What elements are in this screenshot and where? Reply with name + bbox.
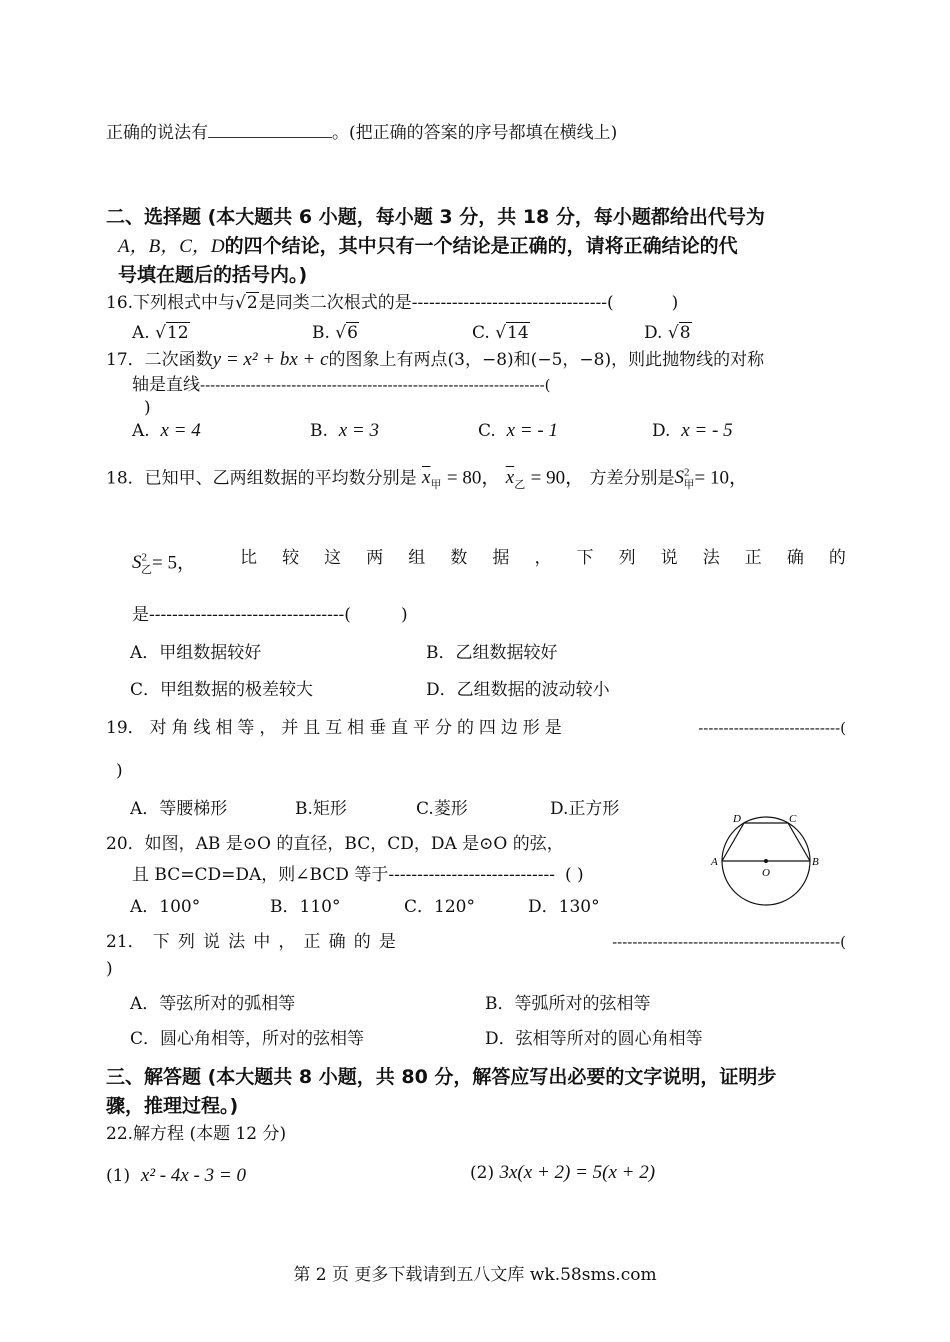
justified-char: 中 [253, 932, 271, 952]
fill-in-suffix: 。(把正确的答案的序号都填在横线上) [332, 123, 618, 143]
question-19-stem [106, 717, 846, 739]
q18-line3-text: 是 [132, 605, 149, 625]
justified-char: 直 [391, 718, 409, 738]
q20-dashes: ----------------------------- [388, 865, 555, 885]
section-2-heading-line2 [118, 235, 738, 258]
q17-stem-a: 17．二次函数 [106, 350, 213, 370]
q19-option-c[interactable]: C.菱形 [416, 799, 468, 819]
justified-char: 的 [353, 932, 371, 952]
label-c: C [789, 813, 797, 825]
mean-yi: $\overline{x}_乙$ [505, 467, 526, 492]
justified-char: ， [534, 548, 552, 568]
q16-option-c[interactable]: C. √14 [472, 323, 529, 343]
page-footer: 第 2 页 更多下载请到五八文库 wk.58sms.com [293, 1265, 657, 1285]
section-2-heading-line3: 号填在题后的括号内。) [118, 264, 308, 286]
q16-paren-close: ) [671, 293, 679, 313]
justified-char: 等 [237, 718, 255, 738]
label-d: D [733, 813, 741, 825]
question-21-line2: ) [106, 959, 113, 979]
section-2-heading-line2-text: 的四个结论，其中只有一个结论是正确的，请将正确结论的代 [224, 235, 738, 257]
section-2-heading-line1: 二、选择题 (本大题共 6 小题，每小题 3 分，共 18 分，每小题都给出代号为 [106, 206, 765, 228]
option-letters: A，B，C，D [118, 236, 225, 257]
fill-in-prefix: 正确的说法有 [106, 123, 208, 143]
justified-char: 形 [522, 718, 540, 738]
q18-option-d[interactable]: D．乙组数据的波动较小 [426, 680, 610, 700]
q17-option-b[interactable]: B. x = 3 [310, 420, 379, 441]
justified-char: 是 [544, 718, 562, 738]
chords-adcb [722, 823, 810, 861]
justified-char: ， [278, 932, 296, 952]
q18-paren-close: ) [400, 605, 408, 625]
label-a: A [711, 856, 718, 868]
question-19-line2: ) [116, 761, 123, 781]
q18-stem: 18．已知甲、乙两组数据的平均数分别是 [106, 468, 417, 489]
q19-stem-text [106, 717, 562, 739]
q19-option-b[interactable]: B.矩形 [295, 799, 347, 819]
justified-char: 较 [282, 548, 300, 568]
justified-char: 列 [618, 548, 636, 568]
q16-option-d[interactable]: D. √8 [644, 323, 691, 343]
q19-option-a[interactable]: A．等腰梯形 [130, 799, 228, 819]
justified-char: 法 [702, 548, 720, 568]
q22-part2 [470, 1162, 655, 1184]
justified-char: 数 [450, 548, 468, 568]
q17-option-c[interactable]: C. x = - 1 [478, 420, 558, 441]
question-20-line1: 20．如图，AB 是⊙O 的直径，BC，CD，DA 是⊙O 的弦， [106, 834, 564, 854]
q21-option-a[interactable]: A．等弦所对的弧相等 [130, 994, 296, 1014]
q16-option-b[interactable]: B. √6 [312, 323, 358, 343]
justified-char: 确 [328, 932, 346, 952]
q20-paren: ( ) [564, 865, 584, 885]
justified-char: 说 [660, 548, 678, 568]
justified-char: 且 [303, 718, 321, 738]
question-20-line2 [132, 864, 584, 886]
q16-option-a[interactable]: A. √12 [132, 323, 189, 343]
justified-char: 角 [171, 718, 189, 738]
justified-char: 边 [500, 718, 518, 738]
justified-char: 19． [106, 718, 145, 738]
question-22-title: 22.解方程 (本题 12 分) [106, 1124, 287, 1144]
justified-char: 垂 [369, 718, 387, 738]
variance-jia-value: = 10， [694, 467, 748, 489]
justified-char: 四 [478, 718, 496, 738]
q17-option-d[interactable]: D. x = - 5 [652, 420, 733, 441]
justified-char: 互 [325, 718, 343, 738]
justified-char: 相 [215, 718, 233, 738]
q18-option-b[interactable]: B．乙组数据较好 [426, 643, 558, 663]
q17-stem-b: 的图象上有两点(3，−8)和(−5，−8)，则此抛物线的对称 [328, 350, 765, 370]
center-point [764, 859, 768, 863]
q21-option-d[interactable]: D．弦相等所对的圆心角相等 [485, 1029, 703, 1049]
q22-part2-label: (2) [470, 1163, 495, 1183]
justified-char: 比 [240, 548, 257, 568]
fill-in-answer-line [106, 121, 617, 144]
q18-option-c[interactable]: C．甲组数据的极差较大 [130, 680, 314, 700]
question-17-line3: ) [144, 398, 151, 418]
q20-option-b[interactable]: B．110° [270, 897, 341, 917]
q16-stem-b: 是同类二次根式的是 [258, 293, 412, 313]
q17-option-a[interactable]: A. x = 4 [132, 420, 201, 441]
justified-char: 对 [149, 718, 167, 738]
q20-option-c[interactable]: C．120° [404, 897, 475, 917]
mean-jia-value: = 80， [446, 467, 501, 489]
q19-option-d[interactable]: D.正方形 [550, 799, 620, 819]
section-3-heading-line2: 骤，推理过程。) [106, 1095, 239, 1117]
justified-char: 正 [744, 548, 762, 568]
justified-char: 法 [228, 932, 246, 952]
justified-char: ， [259, 718, 277, 738]
q20-option-d[interactable]: D．130° [528, 897, 600, 917]
justified-char: 正 [303, 932, 321, 952]
q17-line2-text: 轴是直线 [132, 375, 200, 395]
q16-stem-a: 16.下列根式中与 [106, 293, 236, 313]
justified-char: 说 [203, 932, 221, 952]
label-b: B [812, 856, 819, 868]
justified-char: 是 [378, 932, 396, 952]
justified-char: 据 [492, 548, 510, 568]
justified-char: 这 [324, 548, 342, 568]
question-17-line2 [132, 374, 551, 396]
justified-char: 相 [347, 718, 365, 738]
q21-option-c[interactable]: C．圆心角相等，所对的弦相等 [130, 1029, 365, 1049]
section-3-heading-line1: 三、解答题 (本大题共 8 小题，共 80 分，解答应写出必要的文字说明，证明步 [106, 1066, 777, 1088]
q22-part1-equation: x² - 4x - 3 = 0 [140, 1165, 246, 1186]
question-18-line3 [132, 604, 408, 626]
justified-char: 21． [106, 932, 145, 952]
q21-dashes: ---------------------------------------------( [612, 933, 846, 951]
q16-sqrt-arg: 2 [246, 293, 258, 313]
q17-dashes: --------------------------------------------------------------------( [200, 376, 551, 394]
mean-jia: $\overline{x}_甲$ [422, 467, 442, 492]
question-16-stem: 16.下列根式中与√2是同类二次根式的是----------------------------------( ) [106, 293, 679, 313]
variance-yi: $S^2_乙= 5$， [132, 552, 196, 577]
justified-char: 两 [366, 548, 384, 568]
q22-part1 [106, 1165, 246, 1187]
justified-char: 并 [281, 718, 299, 738]
q20-line2-text: 且 BC=CD=DA，则∠BCD 等于 [132, 865, 389, 885]
justified-char: 下 [576, 548, 594, 568]
q19-dashes: ----------------------------( [698, 719, 846, 737]
justified-char: 的 [456, 718, 474, 738]
question-17-stem [106, 349, 764, 371]
justified-char: 分 [434, 718, 452, 738]
q18-dashes: ----------------------------------( [149, 605, 351, 625]
justified-char: 列 [177, 932, 195, 952]
circle-diagram [708, 810, 828, 912]
mean-yi-value: = 90， [530, 467, 585, 489]
q18-line2-text [240, 547, 846, 581]
justified-char: 确 [786, 548, 804, 568]
justified-char: 线 [193, 718, 211, 738]
justified-char: 组 [408, 548, 426, 568]
question-21-stem [106, 931, 846, 953]
q20-option-a[interactable]: A．100° [130, 897, 201, 917]
q22-part2-equation: 3x(x + 2) = 5(x + 2) [499, 1162, 656, 1183]
q21-stem-text [106, 931, 396, 953]
label-o: O [762, 867, 770, 879]
q21-option-b[interactable]: B．等弧所对的弦相等 [485, 994, 651, 1014]
q16-dashes: ----------------------------------( [411, 293, 614, 313]
justified-char: 平 [413, 718, 431, 738]
justified-char: 下 [152, 932, 170, 952]
q22-part1-label: (1) [106, 1166, 131, 1186]
q18-option-a[interactable]: A．甲组数据较好 [130, 643, 262, 663]
q17-formula: y = x² + bx + c [212, 349, 329, 370]
question-18-line2 [132, 547, 846, 581]
variance-jia: $S^2_甲$ [674, 467, 695, 492]
justified-char: 的 [828, 548, 846, 568]
question-18-stem [106, 462, 748, 496]
answer-blank[interactable] [208, 121, 332, 138]
q18-stem-b: 方差分别是 [589, 468, 675, 489]
